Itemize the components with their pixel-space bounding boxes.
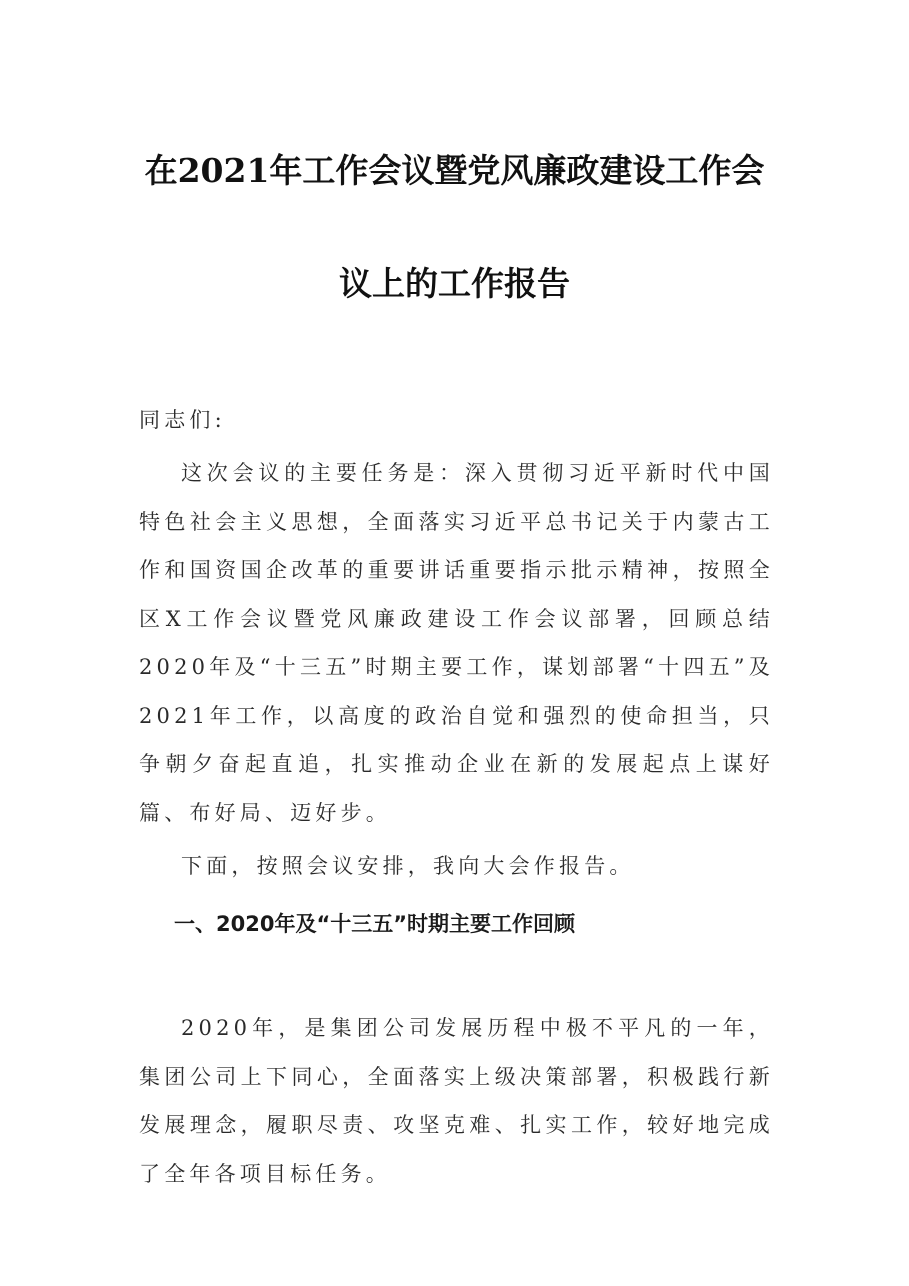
document-title-line-1: 在2021年工作会议暨党风廉政建设工作会 [144, 151, 765, 190]
paragraph-report-intro: 下面，按照会议安排，我向大会作报告。 [181, 854, 635, 878]
paragraph-meeting-tasks: 这次会议的主要任务是：深入贯彻习近平新时代中国特色社会主义思想，全面落实习近平总书记关于内蒙古工作和国资国企改革的重要讲话重要指示批示精神，按照全区X工作会议暨党风廉政建设工作会议部署，回顾总结2020年及“十三五”时期主要工作，谋划部署“十四五”及2021年工作，以高度的政治自觉和强烈的使命担当，只争朝夕奋起直追，扎实推动企业在新的发展起点上谋好篇、布好局、迈好步。 [139, 461, 774, 825]
section-heading-review: 一、2020年及“十三五”时期主要工作回顾 [174, 912, 576, 936]
paragraph-2020-review: 2020年，是集团公司发展历程中极不平凡的一年，集团公司上下同心，全面落实上级决策部署，积极践行新发展理念，履职尽责、攻坚克难、扎实工作，较好地完成了全年各项目标任务。 [139, 1016, 774, 1186]
salutation: 同志们: [139, 408, 226, 432]
document-title-line-2: 议上的工作报告 [339, 264, 570, 303]
